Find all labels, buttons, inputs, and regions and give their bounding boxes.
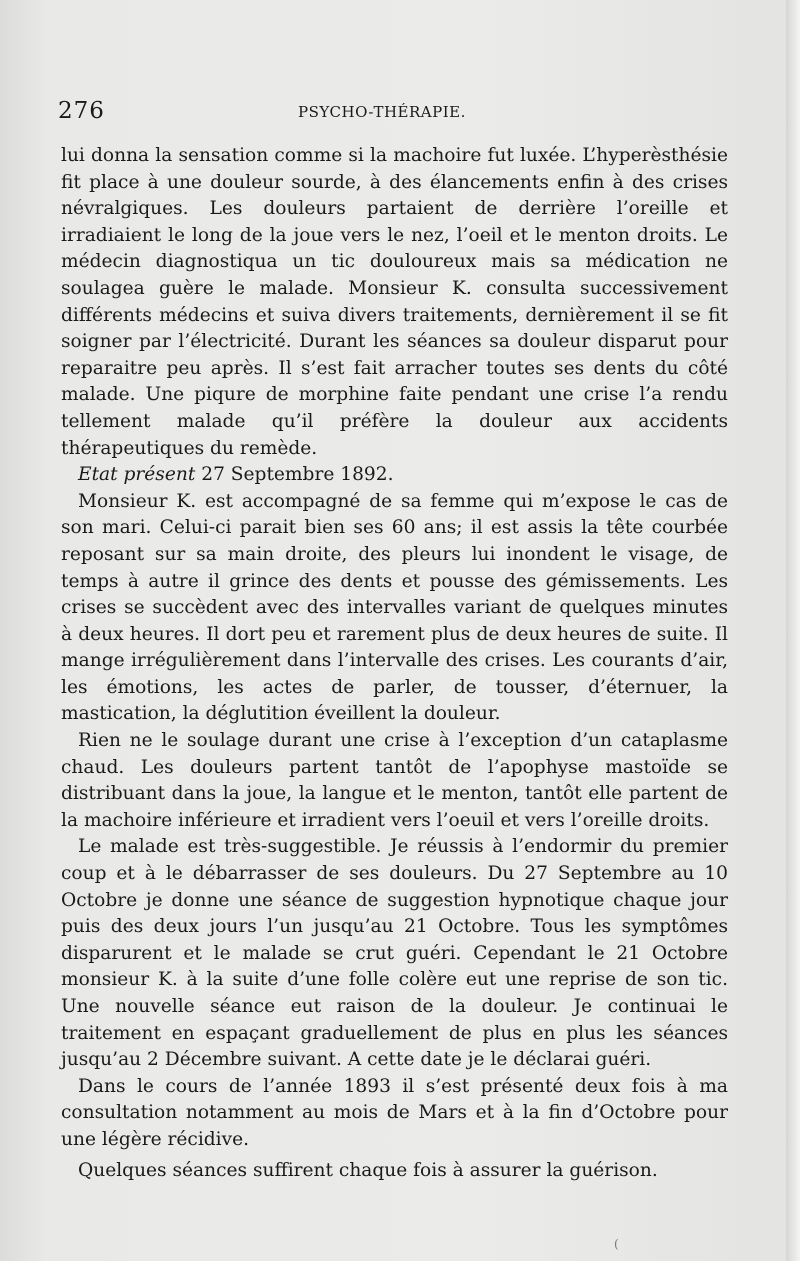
running-title: PSYCHO-THÉRAPIE. (298, 103, 466, 121)
etat-present-label: Etat présent (78, 464, 196, 486)
page-header (58, 96, 728, 130)
paragraph-crisis-relief: Rien ne le soulage durant une crise à l’exception d’un cataplasme chaud. Les douleurs partent tantôt de l’apophyse mastoïde se distribuant dans la joue, la langue et le menton, tantôt elle partent de la machoire inférieure et irradient vers l’oeuil et vers l’oreille droits. (61, 730, 728, 831)
etat-present-date: 27 Septembre 1892. (201, 464, 394, 486)
page-edge (786, 0, 800, 1261)
scan-mark: ( (614, 1237, 619, 1251)
paragraph-treatment: Le malade est très-suggestible. Je réussis à l’endormir du premier coup et à le débarrasser de ses douleurs. Du 27 Septembre au 10 Octobre je donne une séance de suggestion hypnotique chaque jour puis des deux jours l’un jusqu’au 21 Octobre. Tous les symptômes disparurent et le malade se crut guéri. Cependant le 21 Octobre monsieur K. à la suite d’une folle colère eut une reprise de son tic. Une nouvelle séance eut raison de la douleur. Je continuai le traitement en espaçant graduellement de plus en plus les séances jusqu’au 2 Décembre suivant. A cette date je le déclarai guéri. (61, 836, 728, 1071)
body-text (61, 143, 728, 1184)
paragraph-conclusion: Quelques séances suffirent chaque fois à assurer la guérison. (78, 1159, 658, 1181)
etat-present-line (61, 462, 728, 489)
page-number: 276 (58, 98, 105, 124)
paragraph-1893: Dans le cours de l’année 1893 il s’est présenté deux fois à ma consultation notamment au mois de Mars et à la fin d’Octobre pour une légère récidive. (61, 1075, 728, 1150)
paragraph-patient-state: Monsieur K. est accompagné de sa femme qui m’expose le cas de son mari. Celui-ci parait bien ses 60 ans; il est assis la tête courbée reposant sur sa main droite, des pleurs lui inondent le visage, de temps à autre il grince des dents et pousse des gémissements. Les crises se succèdent avec des intervalles variant de quelques minutes à deux heures. Il dort peu et rarement plus de deux heures de suite. Il mange irrégulièrement dans l’intervalle des crises. Les courants d’air, les émotions, les actes de parler, de tousser, d’éternuer, la mastication, la déglutition éveillent la douleur. (61, 490, 728, 725)
paragraph-continuation: lui donna la sensation comme si la machoire fut luxée. L’hyperèsthésie fit place à une douleur sourde, à des élancements enfin à des crises névralgiques. Les douleurs partaient de derrière l’oreille et irradiaient le long de la joue vers le nez, l’oeil et le menton droits. Le médecin diagnostiqua un tic douloureux mais sa médication ne soulagea guère le malade. Monsieur K. consulta successivement différents médecins et suiva divers traitements, dernièrement il se fit soigner par l’électricité. Durant les séances sa douleur disparut pour reparaitre peu après. Il s’est fait arracher toutes ses dents du côté malade. Une piqure de morphine faite pendant une crise l’a rendu tellement malade qu’il préfère la douleur aux accidents thérapeutiques du remède. (61, 145, 728, 459)
